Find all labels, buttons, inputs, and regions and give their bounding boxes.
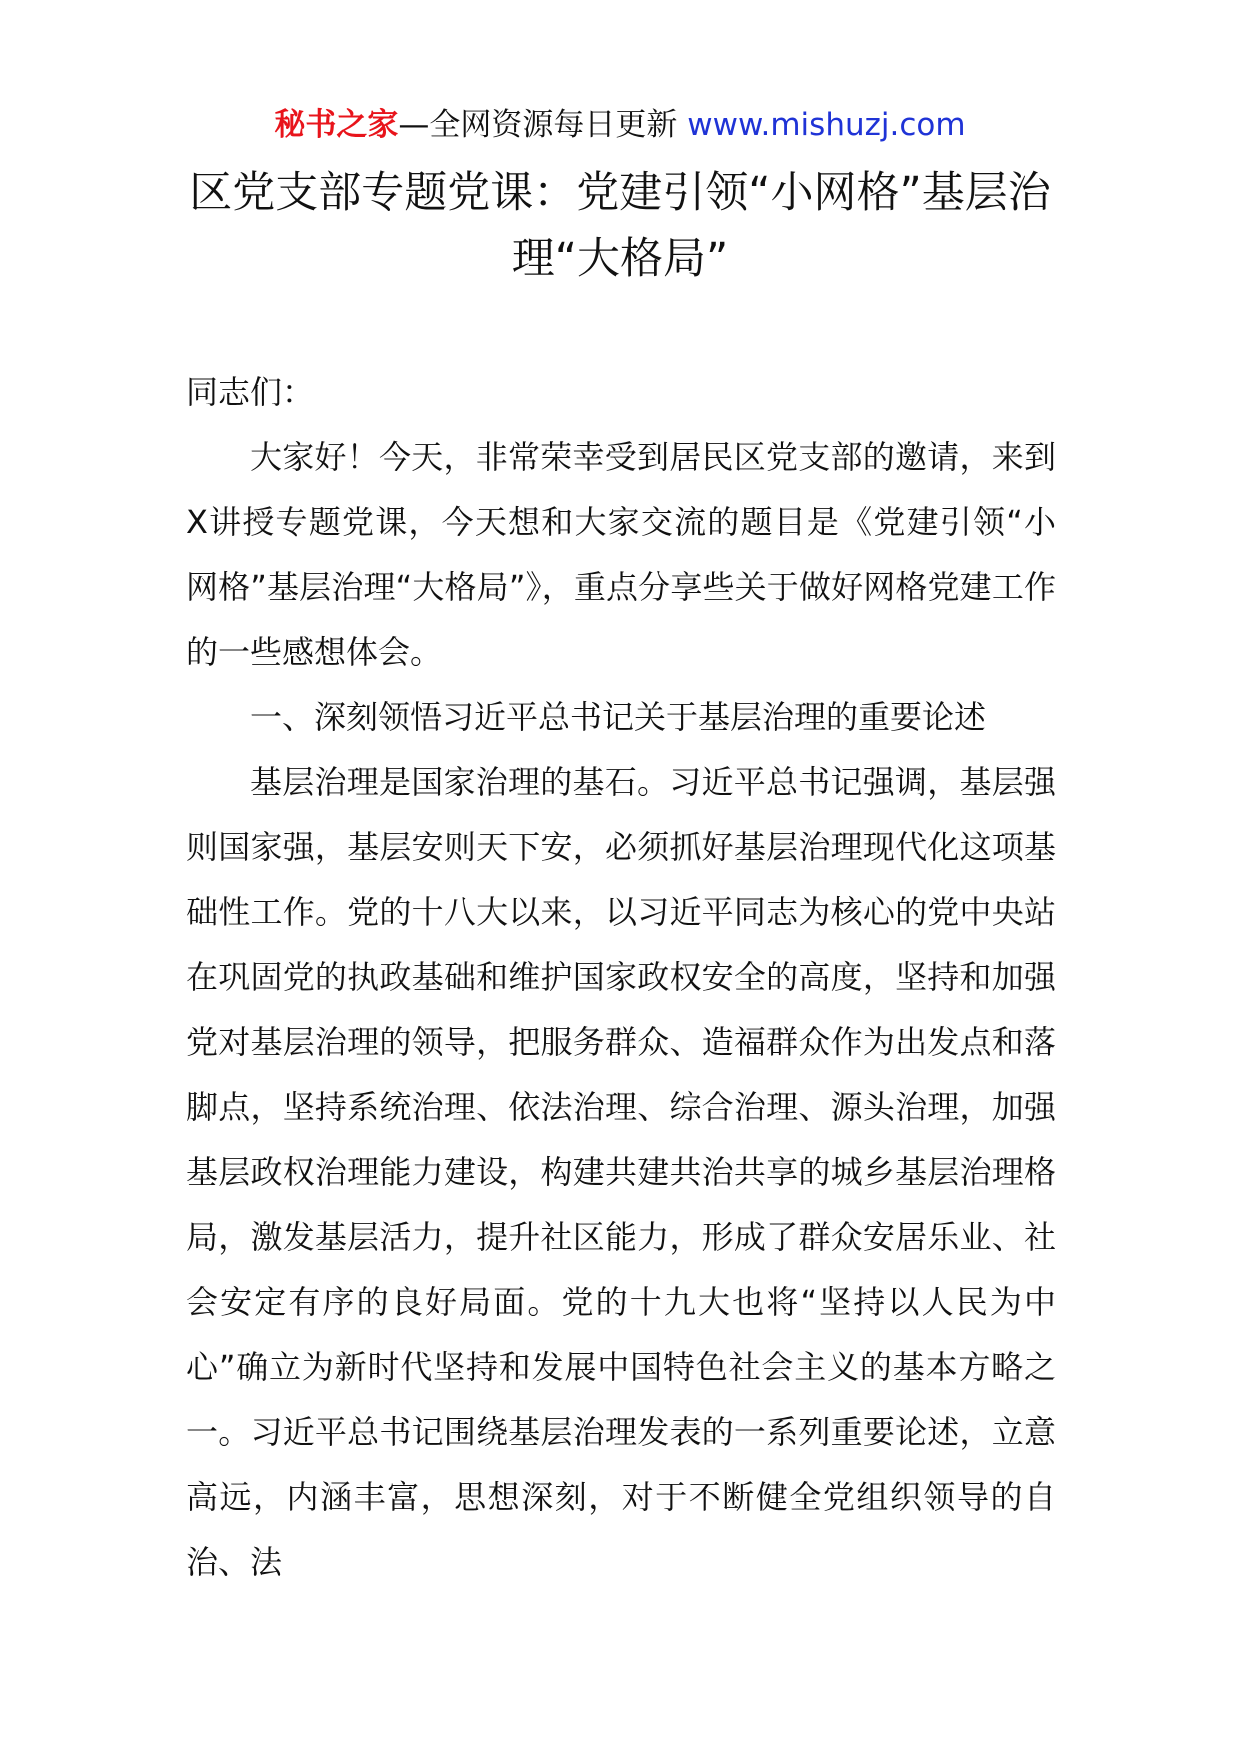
site-header (0, 103, 1240, 147)
document-body (186, 360, 1056, 1595)
salutation: 同志们： (186, 373, 315, 411)
paragraph-introduction: 大家好！今天，非常荣幸受到居民区党支部的邀请，来到X讲授专题党课，今天想和大家交流的题目是《党建引领“小网格”基层治理“大格局”》，重点分享些关于做好网格党建工作的一些感想体会。 (186, 438, 1056, 671)
document-title: 区党支部专题党课：党建引领“小网格”基层治理“大格局” (189, 168, 1051, 284)
section-heading: 一、深刻领悟习近平总书记关于基层治理的重要论述 (250, 698, 987, 736)
site-url: www.mishuzj.com (687, 107, 966, 143)
header-tagline: —全网资源每日更新 (398, 107, 678, 143)
brand-name: 秘书之家 (274, 107, 399, 143)
paragraph-body: 基层治理是国家治理的基石。习近平总书记强调，基层强则国家强，基层安则天下安，必须抓好基层治理现代化这项基础性工作。党的十八大以来，以习近平同志为核心的党中央站在巩固党的执政基础和维护国家政权安全的高度，坚持和加强党对基层治理的领导，把服务群众、造福群众作为出发点和落脚点，坚持系统治理、依法治理、综合治理、源头治理，加强基层政权治理能力建设，构建共建共治共享的城乡基层治理格局，激发基层活力，提升社区能力，形成了群众安居乐业、社会安定有序的良好局面。党的十九大也将“坚持以人民为中心”确立为新时代坚持和发展中国特色社会主义的基本方略之一。习近平总书记围绕基层治理发表的一系列重要论述，立意高远，内涵丰富，思想深刻，对于不断健全党组织领导的自治、法 (186, 763, 1056, 1581)
